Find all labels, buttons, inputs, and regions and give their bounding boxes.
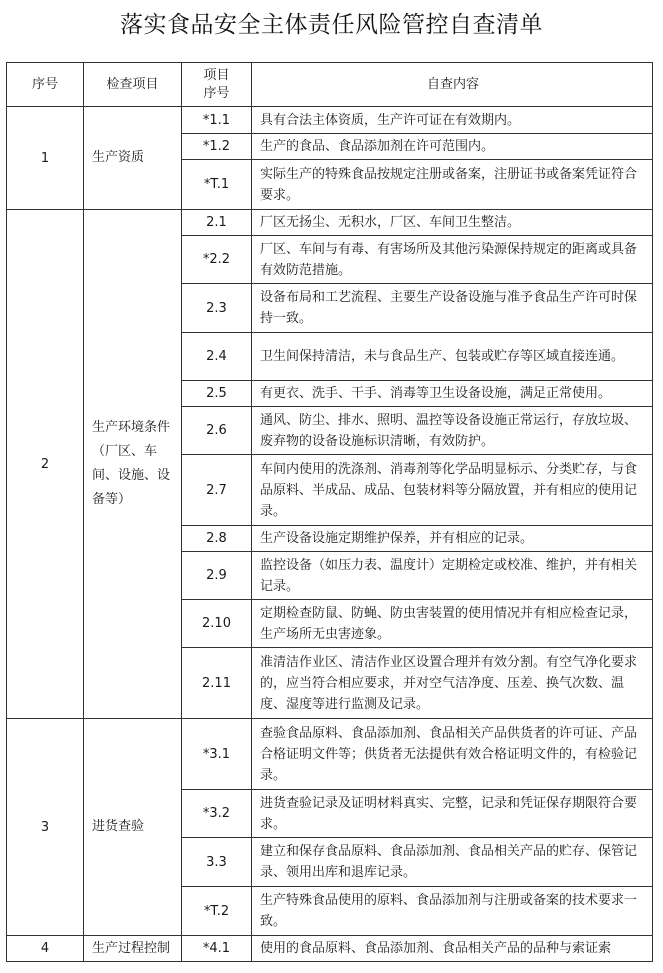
- item-code: 2.4: [182, 333, 252, 381]
- item-code: 2.1: [182, 210, 252, 236]
- group-item: [84, 936, 182, 962]
- item-content: 通风、防尘、排水、照明、温控等设备设施正常运行，存放垃圾、废弃物的设备设施标识清晰，有效防护。: [252, 407, 653, 455]
- table-row: [7, 936, 653, 962]
- item-content: 查验食品原料、食品添加剂、食品相关产品供货者的许可证、产品合格证明文件等；供货者无法提供有效合格证明文件的，有检验记录。: [252, 719, 653, 790]
- item-code: *1.1: [182, 107, 252, 134]
- group-seq: 2: [7, 210, 84, 719]
- item-content: 卫生间保持清洁，未与食品生产、包装或贮存等区域直接连通。: [252, 333, 653, 381]
- item-content: 监控设备（如压力表、温度计）定期检定或校准、维护，并有相关记录。: [252, 552, 653, 600]
- table-row: [7, 107, 653, 134]
- item-content: 生产特殊食品使用的原料、食品添加剂与注册或备案的技术要求一致。: [252, 887, 653, 936]
- group-item-label: 生产环境条件（厂区、车间、设施、设备等）: [92, 420, 171, 507]
- group-item-label: 生产过程控制: [92, 940, 171, 956]
- header-item: 检查项目: [84, 63, 182, 107]
- group-item-label: 生产资质: [92, 150, 145, 165]
- item-code: *T.2: [182, 887, 252, 936]
- item-code: 2.6: [182, 407, 252, 455]
- group-item-label: 进货查验: [92, 819, 145, 834]
- checklist-table: [6, 62, 653, 962]
- item-content: 具有合法主体资质，生产许可证在有效期内。: [252, 107, 653, 134]
- item-code: 2.10: [182, 600, 252, 648]
- item-code: 2.3: [182, 284, 252, 333]
- item-code: *3.1: [182, 719, 252, 790]
- group-seq: 1: [7, 107, 84, 210]
- item-content: 生产的食品、食品添加剂在许可范围内。: [252, 134, 653, 160]
- item-content: 设备布局和工艺流程、主要生产设备设施与准予食品生产许可时保持一致。: [252, 284, 653, 333]
- header-seq: 序号: [7, 63, 84, 107]
- item-code: 2.5: [182, 381, 252, 407]
- group-seq: 3: [7, 719, 84, 936]
- group-item: [84, 210, 182, 719]
- header-content: 自查内容: [252, 63, 653, 107]
- item-content: 准清洁作业区、清洁作业区设置合理并有效分割。有空气净化要求的，应当符合相应要求，并对空气洁净度、压差、换气次数、温度、湿度等进行监测及记录。: [252, 648, 653, 719]
- item-code: 2.11: [182, 648, 252, 719]
- table-header-row: [7, 63, 653, 107]
- item-code: 2.9: [182, 552, 252, 600]
- item-code: 3.3: [182, 838, 252, 887]
- page-title: 落实食品安全主体责任风险管控自查清单: [120, 12, 543, 38]
- item-content: 有更衣、洗手、干手、消毒等卫生设备设施，满足正常使用。: [252, 381, 653, 407]
- item-code: *3.2: [182, 790, 252, 838]
- table-row: [7, 719, 653, 790]
- item-content: 厂区无扬尘、无积水，厂区、车间卫生整洁。: [252, 210, 653, 236]
- item-code: *T.1: [182, 160, 252, 210]
- group-item: [84, 719, 182, 936]
- item-content: 进货查验记录及证明材料真实、完整，记录和凭证保存期限符合要求。: [252, 790, 653, 838]
- header-code: 项目 序号: [182, 63, 252, 107]
- item-code: 2.7: [182, 455, 252, 526]
- item-content: 定期检查防鼠、防蝇、防虫害装置的使用情况并有相应检查记录，生产场所无虫害迹象。: [252, 600, 653, 648]
- item-content: 车间内使用的洗涤剂、消毒剂等化学品明显标示、分类贮存，与食品原料、半成品、成品、包装材料等分隔放置，并有相应的使用记录。: [252, 455, 653, 526]
- item-code: 2.8: [182, 526, 252, 552]
- item-code: *2.2: [182, 236, 252, 284]
- item-code: *4.1: [182, 936, 252, 962]
- item-content: 使用的食品原料、食品添加剂、食品相关产品的品种与索证索: [252, 936, 653, 962]
- item-code: *1.2: [182, 134, 252, 160]
- item-content: 建立和保存食品原料、食品添加剂、食品相关产品的贮存、保管记录、领用出库和退库记录。: [252, 838, 653, 887]
- item-content: 厂区、车间与有毒、有害场所及其他污染源保持规定的距离或具备有效防范措施。: [252, 236, 653, 284]
- group-seq: 4: [7, 936, 84, 962]
- item-content: 实际生产的特殊食品按规定注册或备案，注册证书或备案凭证符合要求。: [252, 160, 653, 210]
- table-row: [7, 210, 653, 236]
- group-item: [84, 107, 182, 210]
- item-content: 生产设备设施定期维护保养，并有相应的记录。: [252, 526, 653, 552]
